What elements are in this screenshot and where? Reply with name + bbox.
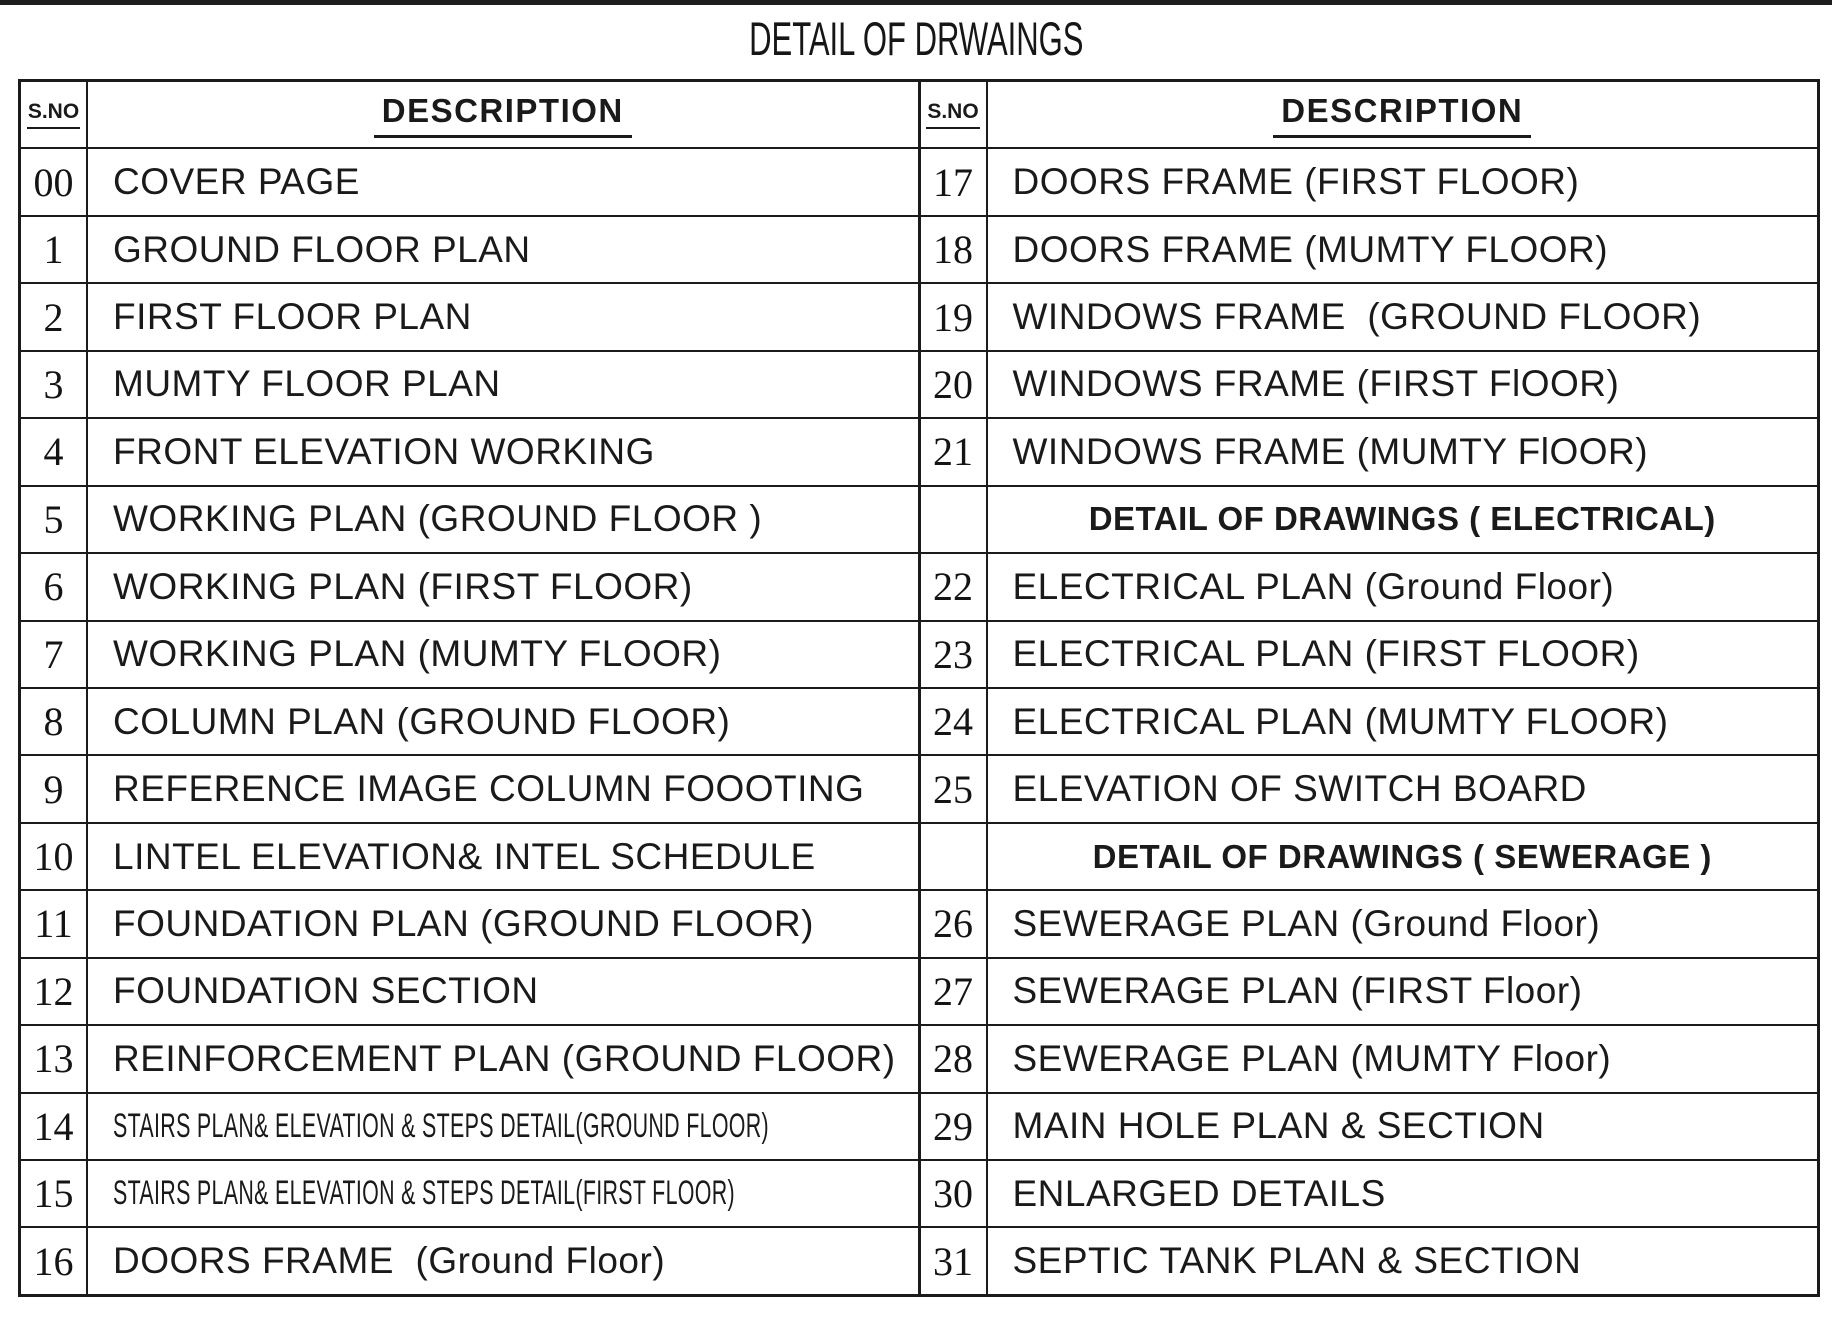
row-description-cell [988, 284, 1818, 349]
row-number-cell [21, 689, 88, 754]
row-description: ELECTRICAL PLAN (MUMTY FLOOR) [1012, 700, 1669, 742]
row-number-cell [21, 756, 88, 821]
row-description: ELECTRICAL PLAN (Ground Floor) [1012, 565, 1615, 607]
row-description: LINTEL ELEVATION& INTEL SCHEDULE [113, 835, 816, 877]
row-number: 1 [43, 227, 64, 273]
row-description-cell [988, 891, 1818, 956]
row-number: 12 [33, 968, 74, 1014]
table-row [921, 350, 1818, 417]
table-row [21, 485, 918, 552]
row-description-cell [88, 824, 918, 889]
table-row [921, 147, 1818, 214]
row-description: FOUNDATION PLAN (GROUND FLOOR) [113, 902, 814, 944]
column-header-description [988, 82, 1818, 147]
row-description-cell [988, 1094, 1818, 1159]
row-description-cell [88, 756, 918, 821]
row-number-cell [921, 554, 988, 619]
row-number: 27 [933, 968, 973, 1014]
row-description: DOORS FRAME (MUMTY FLOOR) [1012, 228, 1609, 270]
row-description: ELECTRICAL PLAN (FIRST FLOOR) [1012, 633, 1640, 675]
row-number: 14 [33, 1103, 74, 1149]
row-number: 18 [933, 227, 973, 273]
row-number: 2 [43, 294, 64, 340]
row-number: 19 [933, 294, 973, 340]
section-header-row [921, 822, 1818, 889]
row-description: COLUMN PLAN (GROUND FLOOR) [113, 700, 731, 742]
row-description: ELEVATION OF SWITCH BOARD [1012, 768, 1587, 810]
row-number: 28 [933, 1036, 973, 1082]
row-number: 17 [933, 159, 973, 205]
row-number-cell [21, 352, 88, 417]
row-number-cell [921, 959, 988, 1024]
row-description-cell [88, 149, 918, 214]
row-number: 11 [34, 901, 73, 947]
row-description: GROUND FLOOR PLAN [113, 228, 531, 270]
table-row [921, 215, 1818, 282]
table-row [21, 687, 918, 754]
row-description-cell [988, 419, 1818, 484]
row-number: 26 [933, 901, 973, 947]
column-header-description-label: DESCRIPTION [1273, 92, 1531, 138]
row-number: 15 [33, 1171, 74, 1217]
row-number-cell [921, 622, 988, 687]
row-description-cell [988, 689, 1818, 754]
table-row [921, 889, 1818, 956]
row-description-cell [88, 487, 918, 552]
row-description-cell [988, 149, 1818, 214]
row-number: 16 [33, 1238, 74, 1284]
row-description: FIRST FLOOR PLAN [113, 296, 472, 338]
row-number-cell [21, 419, 88, 484]
row-description-cell [88, 352, 918, 417]
row-number-cell [21, 959, 88, 1024]
row-number-cell [21, 622, 88, 687]
row-description-cell [88, 419, 918, 484]
row-number-cell [21, 824, 88, 889]
row-description-cell [88, 217, 918, 282]
row-number: 13 [33, 1036, 74, 1082]
row-description-cell [88, 959, 918, 1024]
row-description: WINDOWS FRAME (FIRST FlOOR) [1012, 363, 1620, 405]
row-number-cell [921, 1094, 988, 1159]
row-description: WORKING PLAN (FIRST FLOOR) [113, 565, 693, 607]
table-row [921, 687, 1818, 754]
row-description-cell [988, 756, 1818, 821]
table-row [21, 215, 918, 282]
row-description-cell [988, 1228, 1818, 1293]
row-number: 25 [933, 766, 973, 812]
row-description: FOUNDATION SECTION [113, 970, 539, 1012]
row-number-cell [21, 891, 88, 956]
row-number-cell-empty [921, 824, 988, 889]
section-header-row [921, 485, 1818, 552]
row-number: 7 [43, 631, 64, 677]
row-number: 31 [933, 1238, 973, 1284]
row-number: 20 [933, 361, 973, 407]
row-description-cell [988, 352, 1818, 417]
row-description-cell [988, 217, 1818, 282]
row-number: 4 [43, 429, 64, 475]
table-row [921, 1092, 1818, 1159]
table-row [21, 1092, 918, 1159]
table-row [921, 1159, 1818, 1226]
row-number-cell [921, 1161, 988, 1226]
table-row [21, 147, 918, 214]
row-description: STAIRS PLAN& ELEVATION & STEPS DETAIL(GROUND FLOOR) [113, 1106, 770, 1145]
row-number: 5 [43, 496, 64, 542]
row-description: WINDOWS FRAME (MUMTY FlOOR) [1012, 430, 1649, 472]
row-description: SEWERAGE PLAN (Ground Floor) [1012, 902, 1601, 944]
row-description: WORKING PLAN (MUMTY FLOOR) [113, 633, 722, 675]
row-number: 3 [43, 361, 64, 407]
row-description: SEPTIC TANK PLAN & SECTION [1012, 1240, 1582, 1282]
row-description: REINFORCEMENT PLAN (GROUND FLOOR) [113, 1037, 896, 1079]
table-row [21, 957, 918, 1024]
row-description-cell [988, 622, 1818, 687]
row-description: MUMTY FLOOR PLAN [113, 363, 501, 405]
column-header-sno-label: S.NO [27, 100, 80, 129]
row-description-cell [88, 1094, 918, 1159]
column-header-description-label: DESCRIPTION [374, 92, 632, 138]
row-description: FRONT ELEVATION WORKING [113, 430, 655, 472]
table-row [921, 957, 1818, 1024]
row-number-cell [921, 891, 988, 956]
table-header-row [21, 82, 918, 147]
drawing-index-table [18, 79, 1820, 1297]
row-number-cell [21, 1026, 88, 1091]
row-number-cell [21, 149, 88, 214]
row-number-cell [921, 1228, 988, 1293]
row-description-cell [988, 1161, 1818, 1226]
row-description: STAIRS PLAN& ELEVATION & STEPS DETAIL(FIRST FLOOR) [113, 1174, 735, 1213]
table-row [21, 350, 918, 417]
table-row [21, 1226, 918, 1293]
row-description-cell [988, 1026, 1818, 1091]
row-description: COVER PAGE [113, 161, 360, 203]
row-number-cell [921, 284, 988, 349]
row-number-cell [921, 149, 988, 214]
row-description-cell [88, 1026, 918, 1091]
row-number: 8 [43, 699, 64, 745]
row-number: 6 [43, 564, 64, 610]
column-header-sno [921, 82, 988, 147]
row-description: WORKING PLAN (GROUND FLOOR ) [113, 498, 763, 540]
row-description-cell [88, 1161, 918, 1226]
row-number-cell-empty [921, 487, 988, 552]
row-description-cell [88, 891, 918, 956]
table-row [921, 1226, 1818, 1293]
row-number: 23 [933, 631, 973, 677]
row-number: 29 [933, 1103, 973, 1149]
drawing-index-table-left [21, 82, 921, 1294]
page-title-text: DETAIL OF DRWAINGS [748, 12, 1084, 65]
row-description: REFERENCE IMAGE COLUMN FOOOTING [113, 768, 865, 810]
column-header-sno-label: S.NO [926, 100, 979, 129]
row-number-cell [921, 217, 988, 282]
page-top-border-line [0, 0, 1832, 5]
table-row [21, 282, 918, 349]
row-number-cell [921, 419, 988, 484]
table-row [921, 282, 1818, 349]
row-description: MAIN HOLE PLAN & SECTION [1012, 1105, 1545, 1147]
row-number-cell [21, 217, 88, 282]
table-row [21, 620, 918, 687]
row-description: DOORS FRAME (Ground Floor) [113, 1240, 666, 1282]
row-number-cell [921, 756, 988, 821]
row-number: 30 [933, 1171, 973, 1217]
row-description-cell [988, 959, 1818, 1024]
section-header-cell: DETAIL OF DRAWINGS ( ELECTRICAL) [1088, 500, 1716, 538]
row-description: DOORS FRAME (FIRST FLOOR) [1012, 161, 1580, 203]
row-description: SEWERAGE PLAN (FIRST Floor) [1012, 970, 1583, 1012]
row-number: 00 [33, 159, 74, 205]
table-row [921, 417, 1818, 484]
row-number: 21 [933, 429, 973, 475]
row-description-cell [88, 622, 918, 687]
row-description: ENLARGED DETAILS [1012, 1172, 1386, 1214]
column-header-description [88, 82, 918, 147]
column-header-sno [21, 82, 88, 147]
table-row [21, 754, 918, 821]
table-row [21, 552, 918, 619]
table-row [21, 889, 918, 956]
row-description-cell [88, 284, 918, 349]
table-row [21, 1024, 918, 1091]
row-number-cell [21, 284, 88, 349]
row-number: 10 [33, 834, 74, 880]
row-number: 9 [43, 766, 64, 812]
table-row [921, 1024, 1818, 1091]
row-description-cell [88, 554, 918, 619]
row-number-cell [21, 1228, 88, 1293]
row-number-cell [21, 1094, 88, 1159]
table-row [21, 1159, 918, 1226]
row-number-cell [921, 1026, 988, 1091]
row-number: 24 [933, 699, 973, 745]
row-number-cell [21, 487, 88, 552]
row-number-cell [921, 689, 988, 754]
section-header-cell: DETAIL OF DRAWINGS ( SEWERAGE ) [1092, 837, 1712, 875]
table-row [21, 822, 918, 889]
drawing-index-table-right [921, 82, 1818, 1294]
row-number: 22 [933, 564, 973, 610]
row-number-cell [21, 1161, 88, 1226]
row-description-cell [88, 689, 918, 754]
row-number-cell [21, 554, 88, 619]
table-row [921, 552, 1818, 619]
row-description-cell [88, 1228, 918, 1293]
table-row [921, 620, 1818, 687]
row-description: WINDOWS FRAME (GROUND FLOOR) [1012, 296, 1702, 338]
table-row [921, 754, 1818, 821]
row-description-cell [988, 554, 1818, 619]
row-description: SEWERAGE PLAN (MUMTY Floor) [1012, 1037, 1612, 1079]
page-title [0, 10, 1832, 68]
table-row [21, 417, 918, 484]
row-number-cell [921, 352, 988, 417]
table-header-row [921, 82, 1818, 147]
